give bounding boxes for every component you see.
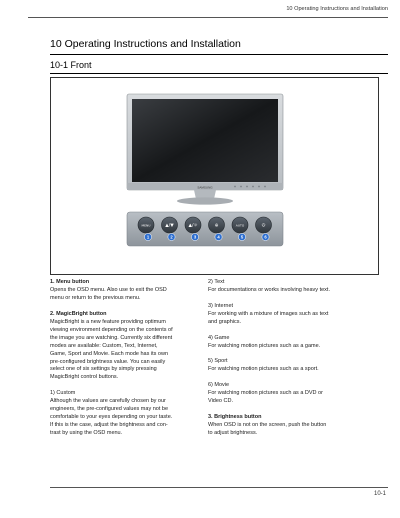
sport-mode-heading: 5) Sport <box>208 358 228 365</box>
section-title: 10 Operating Instructions and Installation <box>50 38 241 50</box>
game-mode-heading: 4) Game <box>208 334 230 341</box>
magicbright-text-line: the image you are watching. Currently six different <box>50 334 173 341</box>
monitor-screen <box>132 99 278 182</box>
magicbright-text-line: modes are available: Custom, Text, Internet, <box>50 342 158 349</box>
magicbright-text-line: MagicBright control buttons. <box>50 374 119 381</box>
enter-button[interactable] <box>209 217 225 233</box>
monitor-illustration <box>51 78 378 274</box>
custom-mode-text-line: comfortable to your eyes depending on your taste. <box>50 414 173 421</box>
magicbright-text-line: MagicBright is a new feature providing optimum <box>50 318 166 325</box>
auto-button[interactable] <box>232 217 248 233</box>
header-rule <box>28 17 388 18</box>
svg-text:5: 5 <box>240 234 244 240</box>
enter-icon: ⊕ <box>214 223 219 229</box>
magicbright-icon: ▲/▼ <box>165 223 174 229</box>
front-panel-figure <box>50 77 379 275</box>
power-button[interactable] <box>256 217 272 233</box>
button-number-badge <box>238 233 245 240</box>
sub-title-rule <box>50 73 388 74</box>
movie-mode-heading: 6) Movie <box>208 382 230 389</box>
movie-mode-text-line: For watching motion pictures such as a DVD or <box>208 390 323 397</box>
menu-button-heading: 1. Menu button <box>50 279 90 285</box>
custom-mode-text-line: trast by using the OSD menu. <box>50 430 123 437</box>
button-number-badge <box>191 233 198 240</box>
sport-mode-text-line: For watching motion pictures such as a sport. <box>208 366 319 373</box>
movie-mode-text-line: Video CD. <box>208 398 233 405</box>
svg-text:6: 6 <box>264 234 267 240</box>
left-column <box>50 279 208 438</box>
svg-text:3: 3 <box>193 234 197 240</box>
custom-mode-text-line: Although the values are carefully chosen by our <box>50 398 166 405</box>
button-number-badge <box>215 233 222 240</box>
custom-mode-text-line: If this is the case, adjust the brightness and con- <box>50 422 168 429</box>
button-number-badge <box>168 233 175 240</box>
game-mode-text-line: For watching motion pictures such as a game. <box>208 342 321 349</box>
menu-button[interactable] <box>138 217 154 233</box>
auto-icon: AUTO <box>235 223 245 228</box>
brightness-button-text-line: When OSD is not on the screen, push the button <box>208 422 327 429</box>
magicbright-text-line: viewing environment depending on the contents of <box>50 326 173 333</box>
custom-mode-text-line: engineers, the pre-configured values may not be <box>50 406 169 413</box>
menu-icon: MENU <box>141 223 151 228</box>
text-mode-text-line: For documentations or works involving heavy text. <box>208 286 330 293</box>
title-rule <box>50 54 388 55</box>
magicbright-text-line: Game, Sport and Movie. Each mode has its own <box>50 350 169 357</box>
power-icon: ⏻ <box>261 223 266 229</box>
text-mode-heading: 2) Text <box>208 279 225 285</box>
button-number-badge <box>144 233 151 240</box>
brightness-button-heading: 3. Brightness button <box>208 414 262 421</box>
right-column <box>208 279 366 438</box>
internet-mode-text-line: For working with a mixture of images such as text <box>208 310 329 317</box>
magicbright-text-line: pre-configured brightness value. You can easily <box>50 358 166 365</box>
monitor-brand-logo: SAMSUNG <box>197 185 213 190</box>
brightness-icon: ▲/☼ <box>188 223 198 229</box>
page-number: 10-1 <box>373 491 386 497</box>
menu-button-text-line: Opens the OSD menu. Also use to exit the OSD <box>50 286 167 293</box>
button-number-badge <box>262 233 269 240</box>
internet-mode-heading: 3) Internet <box>208 302 234 309</box>
menu-button-text-line: menu or return to the previous menu. <box>50 294 141 301</box>
running-header: 10 Operating Instructions and Installation <box>286 6 388 12</box>
magicbright-heading: 2. MagicBright button <box>50 310 107 317</box>
sub-section-title: 10-1 Front <box>50 60 92 70</box>
magicbright-text-line: select one of six settings by simply pressing <box>50 366 157 373</box>
svg-text:1: 1 <box>146 234 150 240</box>
brightness-button[interactable] <box>185 217 201 233</box>
monitor-stand-base <box>177 197 233 204</box>
svg-text:2: 2 <box>170 234 173 240</box>
footer-rule <box>50 487 388 488</box>
brightness-button-text-line: to adjust brightness. <box>208 430 258 437</box>
custom-mode-heading: 1) Custom <box>50 390 76 397</box>
svg-text:4: 4 <box>217 234 220 240</box>
internet-mode-text-line: and graphics. <box>208 318 242 325</box>
magicbright-button[interactable] <box>162 217 178 233</box>
